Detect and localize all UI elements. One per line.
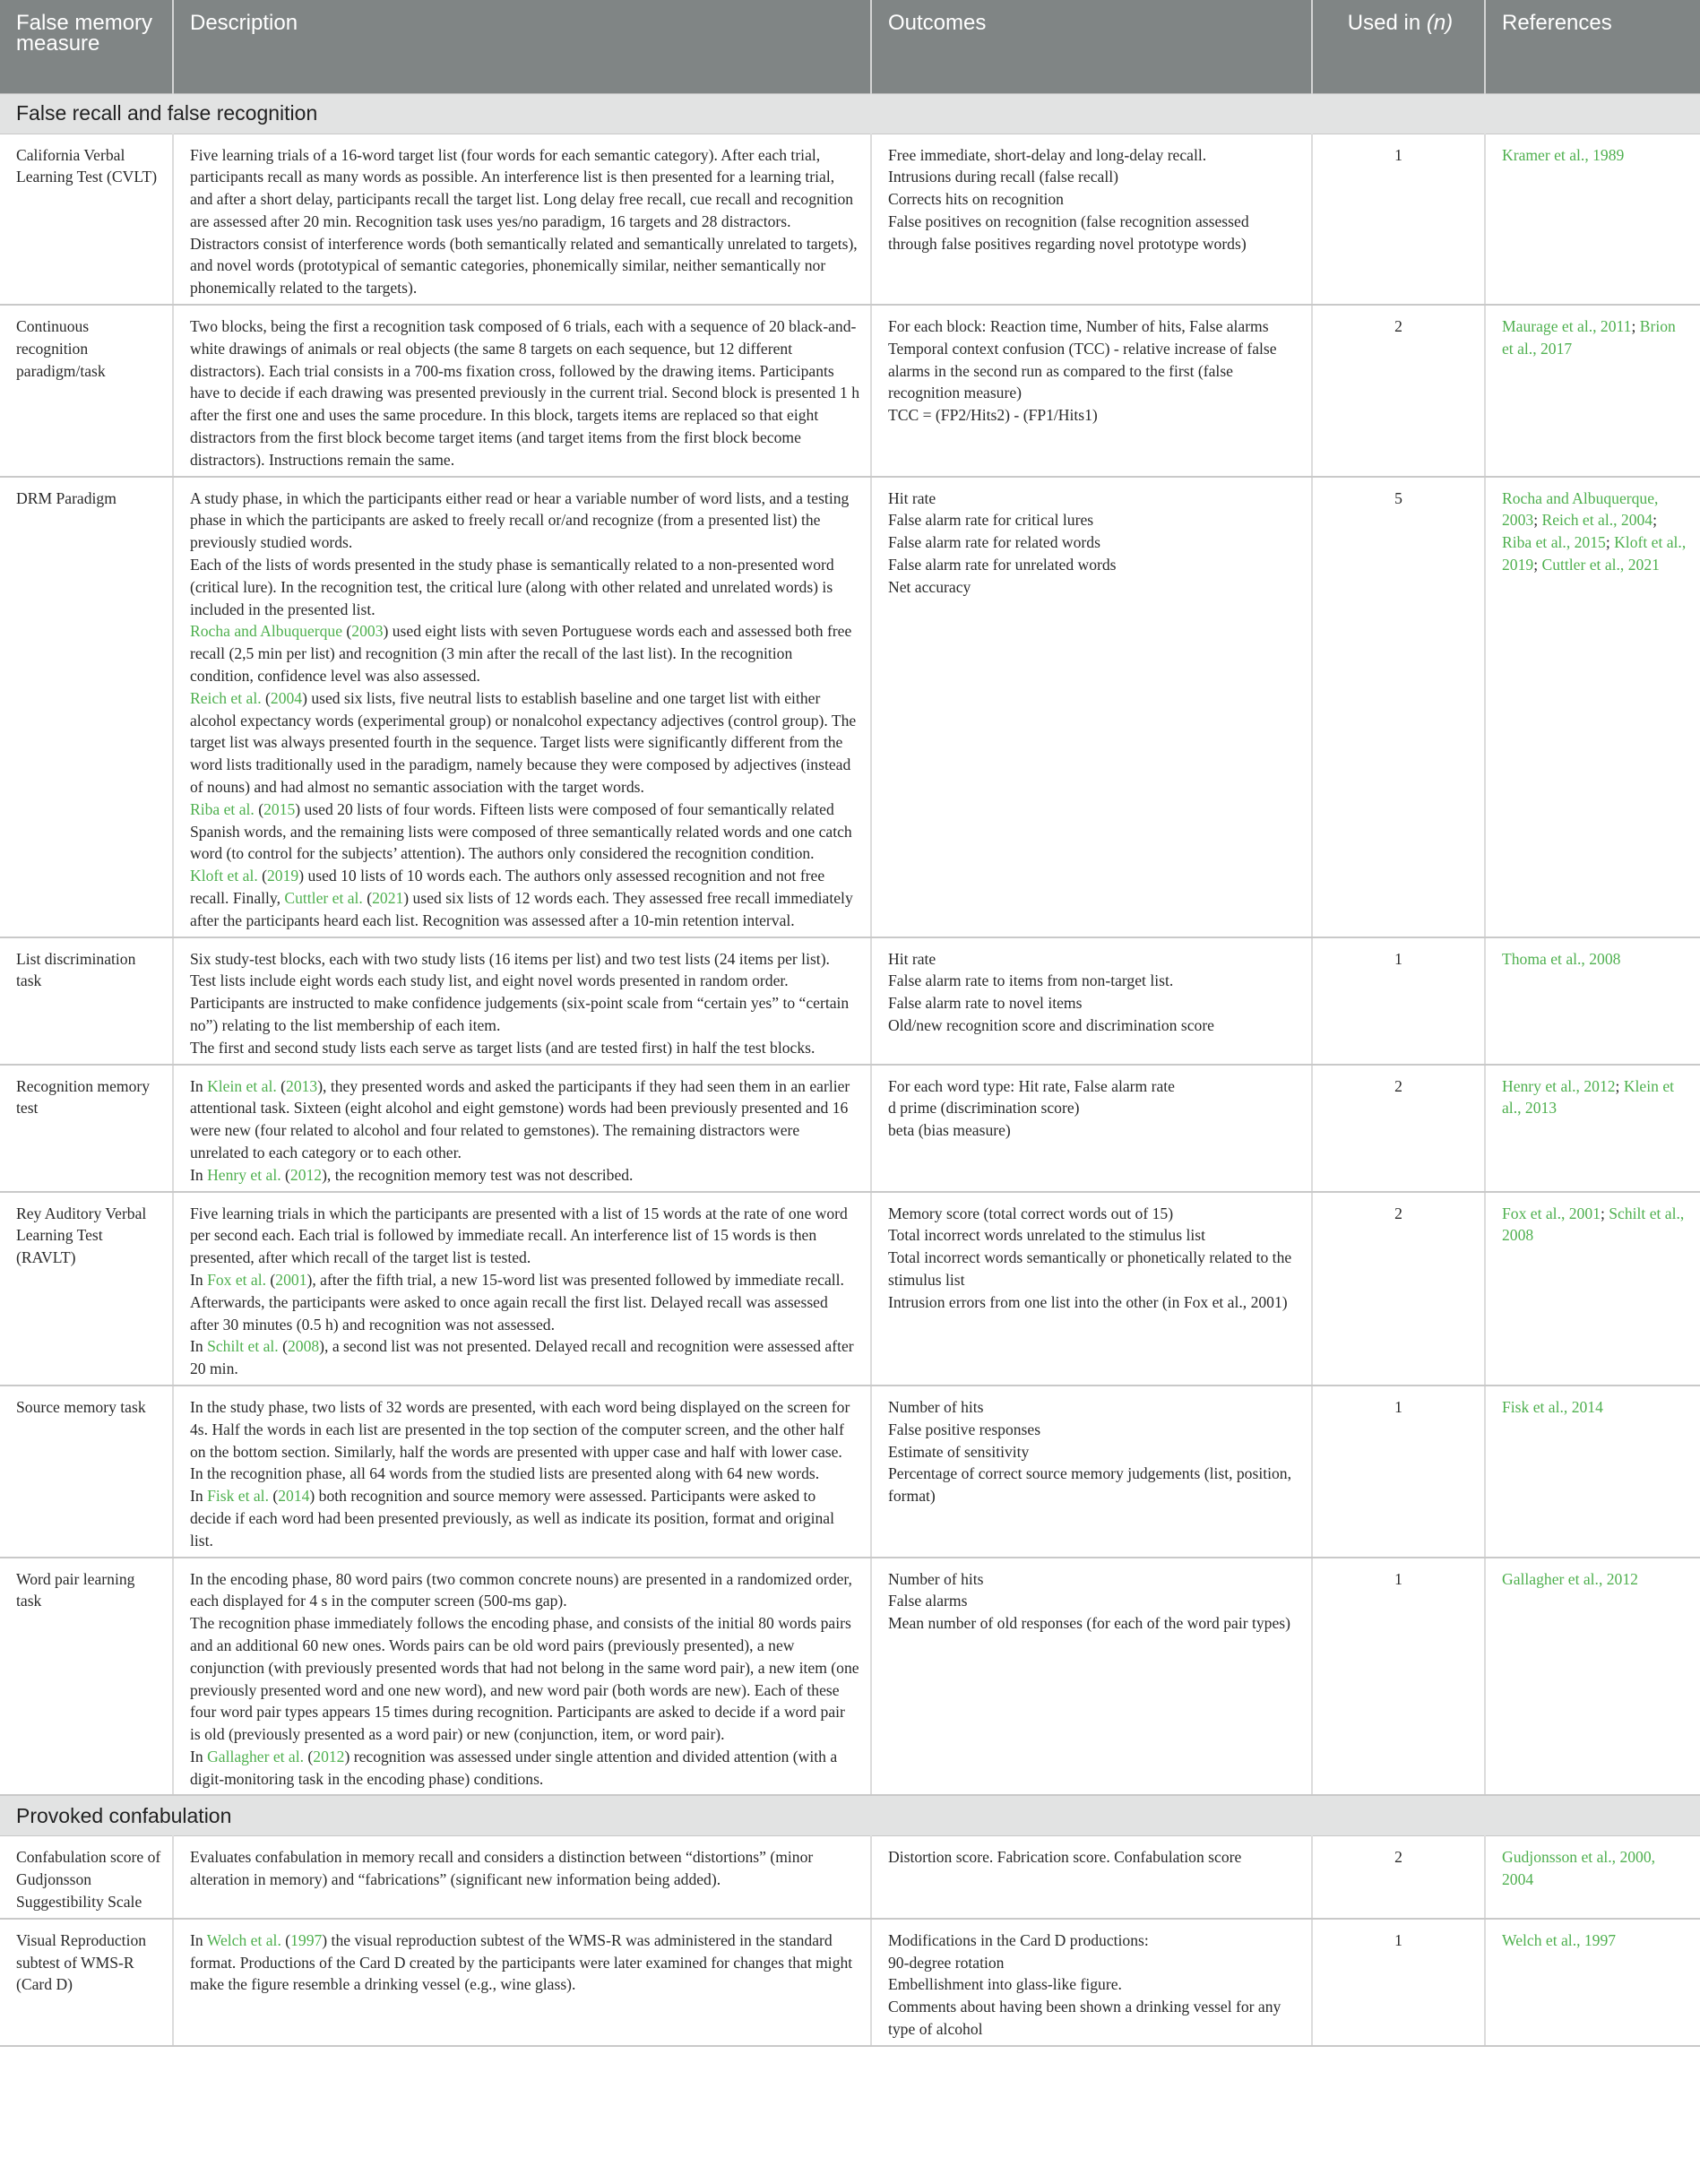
reference-link[interactable]: Gallagher et al., 2012 [1502, 1569, 1638, 1588]
reference-link[interactable]: Thoma et al., 2008 [1502, 949, 1621, 968]
description-text: ( [276, 1076, 287, 1095]
description-text: ( [362, 889, 373, 907]
citation-link[interactable]: Reich et al. [190, 688, 262, 707]
citation-link[interactable]: 2012 [289, 1165, 323, 1184]
description-text: In the encoding phase, 80 word pairs (two common concrete nouns) are presented in a randomized order, each displayed for 4 s in the computer screen (500-ms gap). [190, 1569, 852, 1610]
references-cell [1485, 1386, 1700, 1558]
reference-link[interactable]: Kloft et al., 2019 [1502, 533, 1687, 574]
description-text: ( [342, 622, 352, 641]
outcomes-cell [871, 1919, 1312, 2046]
measure-cell: Word pair learning task [0, 1558, 173, 1796]
table-row [0, 1558, 1700, 1796]
description-paragraph [190, 1746, 859, 1791]
description-paragraph [190, 798, 859, 865]
outcome-line: Corrects hits on recognition [888, 190, 1064, 209]
description-cell [173, 1558, 871, 1796]
description-paragraph [190, 1396, 859, 1463]
description-text: ( [268, 1487, 279, 1506]
description-text: ) used six lists of 12 words each. They assessed free recall immediately after the participants heard each list. Recognition was assessed after a 10-min retention interval. [190, 889, 853, 929]
description-text: ), they presented words and asked the participants if they had seen them in an earlier attentional task. Sixteen (eight alcohol and eight gemstone) words had been previously presented and 16 were new (four related to alcohol and four related to gemstones). The remaining distractors were unrelated to each category or to each other. [190, 1076, 850, 1161]
section-title: Provoked confabulation [0, 1795, 1700, 1836]
table-row [0, 305, 1700, 477]
outcomes-cell [871, 1386, 1312, 1558]
table-row [0, 1192, 1700, 1386]
description-paragraph [190, 144, 859, 300]
description-text: In [190, 1747, 208, 1765]
used-in-count: 1 [1312, 1386, 1485, 1558]
description-text: ( [257, 867, 267, 885]
outcome-line: Hit rate [888, 488, 936, 507]
description-text: ( [254, 799, 264, 818]
used-in-count: 1 [1312, 1558, 1485, 1796]
description-paragraph [190, 1075, 859, 1164]
citation-link[interactable]: Klein et al. [207, 1076, 277, 1095]
table-row [0, 1919, 1700, 2046]
description-paragraph [190, 620, 859, 686]
reference-link[interactable]: Klein et al., 2013 [1502, 1076, 1675, 1118]
header-used-in [1312, 0, 1485, 93]
description-text: Evaluates confabulation in memory recall and considers a distinction between “distortions” (minor alteration in memory) and “fabrications” (significant new information being added). [190, 1848, 814, 1889]
outcomes-cell [871, 1558, 1312, 1796]
used-in-count: 2 [1312, 1065, 1485, 1192]
reference-link[interactable]: Fox et al., 2001 [1502, 1204, 1601, 1222]
measure-cell: List discrimination task [0, 937, 173, 1065]
measure-cell: Recognition memory test [0, 1065, 173, 1192]
table-row [0, 134, 1700, 305]
description-text: ( [278, 1337, 288, 1356]
measure-cell: Visual Reproduction subtest of WMS-R (Card D) [0, 1919, 173, 2046]
description-text: In [190, 1076, 208, 1095]
section-title: False recall and false recognition [0, 93, 1700, 134]
header-measure: False memory measure [0, 0, 173, 93]
citation-link[interactable]: Kloft et al. [190, 867, 258, 885]
header-description: Description [173, 0, 871, 93]
table-row [0, 477, 1700, 937]
table-body [0, 93, 1700, 2046]
header-used-in-label: Used in [1347, 11, 1427, 35]
description-cell [173, 134, 871, 305]
outcome-line: Memory score (total correct words out of 15) [888, 1204, 1174, 1222]
outcome-line: For each block: Reaction time, Number of hits, False alarms [888, 317, 1269, 336]
reference-separator: ; [1600, 1204, 1605, 1222]
description-paragraph [190, 315, 859, 471]
description-paragraph [190, 1929, 859, 1996]
description-cell [173, 1192, 871, 1386]
reference-link[interactable]: Gudjonsson et al., 2000, 2004 [1502, 1848, 1656, 1889]
description-text: The first and second study lists each serve as target lists (and are tested first) in half the test blocks. [190, 1038, 815, 1057]
citation-link[interactable]: 2014 [278, 1487, 310, 1506]
outcome-line: Distortion score. Fabrication score. Confabulation score [888, 1848, 1242, 1867]
description-cell [173, 937, 871, 1065]
citation-link[interactable]: 1997 [290, 1930, 323, 1949]
description-text: ), a second list was not presented. Delayed recall and recognition were assessed after 20 min. [190, 1337, 854, 1378]
description-text: ( [304, 1747, 314, 1765]
used-in-count: 2 [1312, 1836, 1485, 1919]
description-cell [173, 477, 871, 937]
citation-link[interactable]: Gallagher et al. [207, 1747, 305, 1765]
used-in-count: 1 [1312, 937, 1485, 1065]
description-text: ) used 10 lists of 10 words each. The authors only assessed recognition and not free recall. Finally, [190, 867, 825, 907]
description-text: In [190, 1270, 208, 1289]
reference-link[interactable]: Cuttler et al., 2021 [1538, 556, 1660, 574]
citation-link[interactable]: 2004 [270, 688, 303, 707]
citation-link[interactable]: 2008 [287, 1337, 320, 1356]
description-paragraph [190, 687, 859, 798]
description-text: ) both recognition and source memory were assessed. Participants were asked to decide if each word had been presented previously, as well as indicate its position, format and original list. [190, 1487, 834, 1550]
outcome-line: False alarms [888, 1592, 968, 1610]
reference-separator: ; [1631, 317, 1636, 336]
description-text: ( [266, 1270, 276, 1289]
reference-link[interactable]: Brion et al., 2017 [1502, 317, 1676, 358]
outcomes-cell [871, 305, 1312, 477]
description-text: ) used six lists, five neutral lists to establish baseline and one target list with either alcohol expectancy words (experimental group) or nonalcohol expectancy adjectives (control group). The target list was always presented fourth in the sequence. Target lists were significantly different from the word lists traditionally used in the paradigm, namely because they were composed by adjectives (instead of nouns) and had almost no semantic association with the target words. [190, 688, 857, 797]
references-cell [1485, 1065, 1700, 1192]
description-text: ), after the fifth trial, a new 15-word list was presented followed by immediate recall. Afterwards, the participants were asked to once again recall the first list. Delayed recall was assessed after 30 minutes (0.5 h) and recognition was not assessed. [190, 1270, 844, 1334]
description-cell [173, 1836, 871, 1919]
measure-cell: Source memory task [0, 1386, 173, 1558]
header-used-in-n: (n) [1426, 11, 1454, 35]
description-text: Six study-test blocks, each with two study lists (16 items per list) and two test lists (24 items per list). Test lists include eight words each study list, and eight novel words presented in random order. Participants are instructed to make confidence judgements (six-point scale from “certain yes” to “certain no”) relating to the list membership of each item. [190, 949, 850, 1034]
description-text: Five learning trials in which the participants are presented with a list of 15 words at the rate of one word per second each. Each trial is followed by immediate recall. An interference list of 15 words is then presented, after which recall of the target list is tested. [190, 1204, 848, 1267]
outcomes-cell [871, 477, 1312, 937]
measure-cell: Rey Auditory Verbal Learning Test (RAVLT) [0, 1192, 173, 1386]
description-text: Each of the lists of words presented in the study phase is semantically related to a non-presented word (critical lure). In the recognition test, the critical lure (along with other related and unrelated words) is included in the presented list. [190, 556, 834, 618]
citation-link[interactable]: Cuttler et al. [284, 889, 363, 907]
references-cell [1485, 305, 1700, 477]
outcome-line: False alarm rate for unrelated words [888, 556, 1117, 574]
reference-separator: ; [1653, 511, 1657, 530]
description-text: A study phase, in which the participants either read or hear a variable number of word lists, and a testing phase in which the participants are asked to freely recall or/and recognize (from a presented list) the previously studied words. [190, 488, 850, 552]
description-text: In the recognition phase, all 64 words from the studied lists are presented along with 64 new words. [190, 1464, 820, 1483]
description-paragraph [190, 1568, 859, 1613]
description-cell [173, 305, 871, 477]
outcome-line: Percentage of correct source memory judgements (list, position, format) [888, 1464, 1291, 1506]
description-text: In [190, 1337, 208, 1356]
outcome-line: TCC = (FP2/Hits2) - (FP1/Hits1) [888, 406, 1098, 425]
description-text: Five learning trials of a 16-word target list (four words for each semantic category). After each trial, participants recall as many words as possible. An interference list is then presented for a learning trial, and after a short delay, participants recall the target list. Long delay free recall, cue recall and recognition are assessed after 20 min. Recognition task uses yes/no paradigm, 16 targets and 28 distractors. Distractors consist of interference words (both semantically related and semantically unrelated to targets), and novel words (prototypical of semantic categories, phonemically similar, neither semantically nor phonemically related to the targets). [190, 145, 858, 298]
outcome-line: Intrusion errors from one list into the other (in Fox et al., 2001) [888, 1292, 1288, 1311]
references-cell [1485, 477, 1700, 937]
outcome-line: Embellishment into glass-like figure. [888, 1975, 1122, 1994]
description-text: In the study phase, two lists of 32 words are presented, with each word being displayed on the screen for 4s. Half the words in each list are presented in the top section of the computer screen, and the other half on the bottom section. Similarly, half the words are presented with upper case and half with lower case. [190, 1397, 850, 1461]
references-cell [1485, 1192, 1700, 1386]
reference-link[interactable]: Riba et al., 2015 [1502, 533, 1606, 552]
description-text: In [190, 1487, 208, 1506]
description-paragraph [190, 948, 859, 1037]
references-cell [1485, 937, 1700, 1065]
outcomes-cell [871, 1836, 1312, 1919]
outcome-line: False alarm rate for critical lures [888, 511, 1094, 530]
outcome-line: False alarm rate to items from non-target list. [888, 971, 1174, 990]
reference-link[interactable]: Kramer et al., 1989 [1502, 145, 1625, 164]
citation-link[interactable]: Welch et al. [206, 1930, 281, 1949]
citation-link[interactable]: 2019 [267, 867, 299, 885]
outcome-line: Intrusions during recall (false recall) [888, 168, 1118, 186]
description-paragraph [190, 488, 859, 554]
description-paragraph [190, 1485, 859, 1551]
outcome-line: 90-degree rotation [888, 1953, 1005, 1972]
outcome-line: Estimate of sensitivity [888, 1442, 1030, 1461]
description-text: ( [280, 1165, 290, 1184]
outcome-line: False alarm rate for related words [888, 533, 1100, 552]
reference-separator: ; [1605, 533, 1610, 552]
table-row [0, 1386, 1700, 1558]
table-row [0, 937, 1700, 1065]
outcome-line: Mean number of old responses (for each of the word pair types) [888, 1614, 1290, 1633]
citation-link[interactable]: 2021 [372, 889, 404, 907]
measure-cell: California Verbal Learning Test (CVLT) [0, 134, 173, 305]
reference-link[interactable]: Welch et al., 1997 [1502, 1930, 1617, 1949]
reference-link[interactable]: Fisk et al., 2014 [1502, 1397, 1603, 1416]
description-text: ) the visual reproduction subtest of the WMS-R was administered in the standard format. Productions of the Card D created by the participants were later examined for changes that might make the figure resemble a drinking vessel (e.g., wine glass). [190, 1930, 853, 1994]
outcome-line: Net accuracy [888, 577, 971, 596]
outcome-line: False positives on recognition (false recognition assessed through false positives regarding novel prototype words) [888, 211, 1249, 253]
description-paragraph [190, 1203, 859, 1269]
used-in-count: 1 [1312, 1919, 1485, 2046]
outcome-line: False alarm rate to novel items [888, 994, 1083, 1013]
references-cell [1485, 1836, 1700, 1919]
citation-link[interactable]: Riba et al. [190, 799, 255, 818]
citation-link[interactable]: 2013 [286, 1076, 318, 1095]
section-row [0, 1795, 1700, 1836]
outcome-line: beta (bias measure) [888, 1121, 1011, 1140]
description-paragraph [190, 554, 859, 620]
outcome-line: Comments about having been shown a drinking vessel for any type of alcohol [888, 1998, 1281, 2039]
outcome-line: d prime (discrimination score) [888, 1099, 1080, 1118]
outcome-line: For each word type: Hit rate, False alarm rate [888, 1076, 1175, 1095]
citation-link[interactable]: Henry et al. [207, 1165, 281, 1184]
citation-link[interactable]: Schilt et al. [207, 1337, 279, 1356]
outcome-line: Old/new recognition score and discrimination score [888, 1015, 1214, 1034]
outcome-line: Number of hits [888, 1569, 984, 1588]
measure-cell: Continuous recognition paradigm/task [0, 305, 173, 477]
description-text: In [190, 1930, 207, 1949]
header-outcomes: Outcomes [871, 0, 1312, 93]
references-cell [1485, 1919, 1700, 2046]
description-cell [173, 1386, 871, 1558]
description-paragraph [190, 1164, 859, 1187]
description-paragraph [190, 1037, 859, 1059]
reference-separator: ; [1615, 1076, 1620, 1095]
citation-link[interactable]: Fox et al. [207, 1270, 267, 1289]
citation-link[interactable]: 2015 [263, 799, 296, 818]
description-paragraph [190, 1846, 859, 1891]
reference-link[interactable]: Schilt et al., 2008 [1502, 1204, 1685, 1245]
used-in-count: 2 [1312, 305, 1485, 477]
description-text: ( [280, 1930, 291, 1949]
outcome-line: Temporal context confusion (TCC) - relative increase of false alarms in the second run as compared to the first (false recognition measure) [888, 339, 1277, 402]
measure-cell: DRM Paradigm [0, 477, 173, 937]
citation-link[interactable]: 2001 [275, 1270, 307, 1289]
reference-link[interactable]: Henry et al., 2012 [1502, 1076, 1616, 1095]
description-text: ( [261, 688, 271, 707]
outcome-line: False positive responses [888, 1420, 1041, 1438]
description-text: ) recognition was assessed under single attention and divided attention (with a digit-monitoring task in the encoding phase) conditions. [190, 1747, 838, 1788]
citation-link[interactable]: Fisk et al. [207, 1487, 269, 1506]
reference-link[interactable]: Reich et al., 2004 [1538, 511, 1653, 530]
description-text: ) used eight lists with seven Portuguese words each and assessed both free recall (2,5 min per list) and recognition (3 min after the recall of the last list). In the recognition condition, confidence level was also assessed. [190, 622, 852, 686]
reference-link[interactable]: Maurage et al., 2011 [1502, 317, 1632, 336]
section-row [0, 93, 1700, 134]
outcomes-cell [871, 134, 1312, 305]
used-in-count: 1 [1312, 134, 1485, 305]
table-header-row [0, 0, 1700, 93]
outcome-line: Free immediate, short-delay and long-delay recall. [888, 145, 1207, 164]
reference-link[interactable]: Rocha and Albuquerque, 2003 [1502, 488, 1659, 530]
outcomes-cell [871, 1192, 1312, 1386]
citation-link[interactable]: 2012 [313, 1747, 345, 1765]
description-cell [173, 1065, 871, 1192]
table-row [0, 1065, 1700, 1192]
reference-separator: ; [1533, 511, 1539, 530]
outcome-line: Hit rate [888, 949, 936, 968]
description-paragraph [190, 1463, 859, 1485]
used-in-count: 5 [1312, 477, 1485, 937]
measure-cell: Confabulation score of Gudjonsson Suggestibility Scale [0, 1836, 173, 1919]
description-paragraph [190, 1335, 859, 1380]
header-references: References [1485, 0, 1700, 93]
table-row [0, 1836, 1700, 1919]
description-paragraph [190, 1269, 859, 1335]
citation-link[interactable]: 2003 [351, 622, 384, 641]
outcome-line: Total incorrect words semantically or phonetically related to the stimulus list [888, 1248, 1292, 1289]
description-text: ), the recognition memory test was not described. [322, 1165, 634, 1184]
outcomes-cell [871, 937, 1312, 1065]
used-in-count: 2 [1312, 1192, 1485, 1386]
outcome-line: Total incorrect words unrelated to the stimulus list [888, 1226, 1205, 1245]
references-cell [1485, 134, 1700, 305]
description-paragraph [190, 1612, 859, 1746]
references-cell [1485, 1558, 1700, 1796]
reference-separator: ; [1533, 556, 1539, 574]
description-text: ) used 20 lists of four words. Fifteen lists were composed of four semantically related Spanish words, and the remaining lists were composed of three semantically related words and one catch word (to control for the subjects’ attention). The authors only considered the recognition condition. [190, 799, 852, 863]
outcome-line: Number of hits [888, 1397, 984, 1416]
citation-link[interactable]: Rocha and Albuquerque [190, 622, 343, 641]
description-text: The recognition phase immediately follows the encoding phase, and consists of the initial 80 words pairs and an additional 60 new ones. Words pairs can be old word pairs (previously presented), a new conjunction (with previously presented words that had not belong in the same word pair), a new item (one previously presented word and one new word), and new word pair (both words are new). Each of these four word pair types appears 15 times during recognition. Participants are asked to decide if a word pair is old (previously presented as a word pair) or new (conjunction, item, or word pair). [190, 1614, 859, 1744]
description-text: In [190, 1165, 208, 1184]
description-paragraph [190, 865, 859, 931]
outcomes-cell [871, 1065, 1312, 1192]
description-cell [173, 1919, 871, 2046]
outcome-line: Modifications in the Card D productions: [888, 1930, 1149, 1949]
description-text: Two blocks, being the first a recognition task composed of 6 trials, each with a sequence of 20 black-and-white drawings of animals or real objects (the same 8 targets on each sequence, but 12 different distractors). Each trial consists in a 700-ms fixation cross, followed by the drawing items. Participants have to decide if each drawing was presented previously in the current trial. Second block is presented 1 h after the first one and uses the same procedure. In this block, targets items are replaced so that eight distractors from the first block become target items (and target items from the first block become distractors). Instructions remain the same. [190, 317, 859, 469]
